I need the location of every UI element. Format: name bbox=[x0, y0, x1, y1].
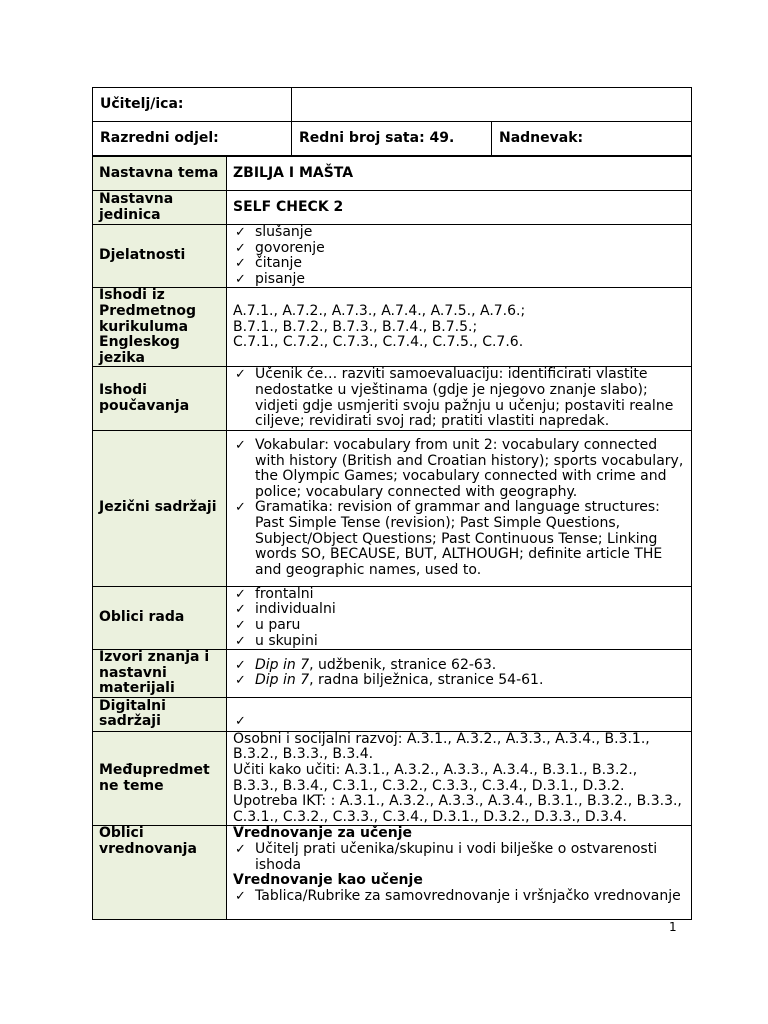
jezicni-sadrzaji-value bbox=[227, 430, 692, 586]
ishodi-poucavanja-label: Ishodi poučavanja bbox=[93, 367, 227, 430]
source-detail: , udžbenik, stranice 62-63. bbox=[309, 656, 497, 673]
ishodi-poucavanja-list bbox=[233, 367, 685, 429]
text-line: Osobni i socijalni razvoj: A.3.1., A.3.2., A.3.3., A.3.4., B.3.1., B.3.2., B.3.3., B.3.4. bbox=[233, 730, 650, 763]
lesson-number-label: Redni broj sata: 49. bbox=[292, 122, 492, 156]
oblici-rada-list bbox=[233, 587, 685, 649]
text-line: A.7.1., A.7.2., A.7.3., A.7.4., A.7.5., A.7.6.; bbox=[233, 302, 526, 319]
izvori-value bbox=[227, 650, 692, 698]
djelatnosti-label: Djelatnosti bbox=[93, 225, 227, 288]
medupredmetne-label: Međupredmet ne teme bbox=[93, 731, 227, 826]
list-item: ✓ Vokabular: vocabulary from unit 2: vocabulary connected with history (British and Croatian history); sports vocabulary, the Olympic Games; vocabulary connected with crime and police; vocabulary connected with geography. bbox=[233, 438, 685, 500]
list-item: ✓ individualni bbox=[233, 602, 685, 618]
list-item: ✓ Tablica/Rubrike za samovrednovanje i vršnjačko vrednovanje bbox=[233, 889, 685, 905]
oblici-rada-value bbox=[227, 586, 692, 649]
vrednovanje-label: Oblici vrednovanja bbox=[93, 826, 227, 920]
date-label: Nadnevak: bbox=[492, 122, 692, 156]
vrednovanje-heading: Vrednovanje za učenje bbox=[233, 825, 413, 842]
list-item: ✓ frontalni bbox=[233, 587, 685, 603]
tema-value: ZBILJA I MAŠTA bbox=[227, 157, 692, 191]
jedinica-value: SELF CHECK 2 bbox=[227, 191, 692, 225]
digitalni-label: Digitalni sadržaji bbox=[93, 697, 227, 731]
izvori-list bbox=[233, 658, 685, 689]
list-item: ✓ pisanje bbox=[233, 272, 685, 288]
header-table bbox=[92, 87, 692, 156]
djelatnosti-list bbox=[233, 225, 685, 287]
text-line: Učiti kako učiti: A.3.1., A.3.2., A.3.3., A.3.4., B.3.1., B.3.2., B.3.3., B.3.4., C.3.1., C.3.2., C.3.3., C.3.4., D.3.1., D.3.2. bbox=[233, 762, 638, 794]
digitalni-value bbox=[227, 697, 692, 731]
list-item: ✓ govorenje bbox=[233, 241, 685, 257]
page-number: 1 bbox=[669, 920, 677, 934]
source-detail: , radna bilježnica, stranice 54-61. bbox=[309, 672, 544, 689]
text-line: B.7.1., B.7.2., B.7.3., B.7.4., B.7.5.; bbox=[233, 318, 478, 335]
oblici-rada-label: Oblici rada bbox=[93, 586, 227, 649]
izvori-label: Izvori znanja i nastavni materijali bbox=[93, 650, 227, 698]
list-item: ✓ Učenik će… razviti samoevaluaciju: identificirati vlastite nedostatke u vještinama (gdje je njegovo znanje slabo); vidjeti gdje usmjeriti svoju pažnju u učenju; postaviti realne ciljeve; revidirati svoj rad; pratiti vlastiti napredak. bbox=[233, 367, 685, 429]
book-title: Dip in 7 bbox=[255, 672, 310, 689]
ishodi-predmetnog-value bbox=[227, 288, 692, 367]
text-line: C.7.1., C.7.2., C.7.3., C.7.4., C.7.5., C.7.6. bbox=[233, 334, 524, 351]
medupredmetne-value bbox=[227, 731, 692, 826]
jezicni-sadrzaji-list bbox=[233, 438, 685, 578]
list-item: ✓ Učitelj prati učenika/skupinu i vodi bilješke o ostvarenosti ishoda bbox=[233, 842, 685, 873]
tema-label: Nastavna tema bbox=[93, 157, 227, 191]
jedinica-label: Nastavna jedinica bbox=[93, 191, 227, 225]
list-item: ✓ slušanje bbox=[233, 225, 685, 241]
jezicni-sadrzaji-label: Jezični sadržaji bbox=[93, 430, 227, 586]
class-label: Razredni odjel: bbox=[93, 122, 292, 156]
vrednovanje-value bbox=[227, 826, 692, 920]
lesson-plan-page bbox=[92, 87, 691, 920]
vrednovanje-list bbox=[233, 889, 685, 905]
list-item: ✓ Gramatika: revision of grammar and language structures: Past Simple Tense (revision); Past Simple Questions, Subject/Object Questions; Past Continuous Tense; Linking words SO, BECAUSE, BUT, ALTHOUGH; definite article THE and geographic names, used to. bbox=[233, 500, 685, 578]
book-title: Dip in 7 bbox=[255, 656, 310, 673]
teacher-label: Učitelj/ica: bbox=[93, 88, 292, 122]
lesson-table bbox=[92, 156, 692, 920]
ishodi-poucavanja-value bbox=[227, 367, 692, 430]
list-item: ✓ u skupini bbox=[233, 634, 685, 650]
list-item bbox=[233, 673, 685, 689]
list-item: ✓ u paru bbox=[233, 618, 685, 634]
vrednovanje-list bbox=[233, 842, 685, 873]
list-item: ✓ čitanje bbox=[233, 256, 685, 272]
djelatnosti-value bbox=[227, 225, 692, 288]
teacher-value bbox=[292, 88, 692, 122]
list-item bbox=[233, 658, 685, 674]
ishodi-predmetnog-label: Ishodi iz Predmetnog kurikuluma Engleskog jezika bbox=[93, 288, 227, 367]
vrednovanje-heading: Vrednovanje kao učenje bbox=[233, 872, 423, 889]
text-line: Upotreba IKT: : A.3.1., A.3.2., A.3.3., A.3.4., B.3.1., B.3.2., B.3.3., C.3.1., C.3.2., C.3.3., C.3.4., D.3.1., D.3.2., D.3.3., D.3.4. bbox=[233, 793, 682, 825]
